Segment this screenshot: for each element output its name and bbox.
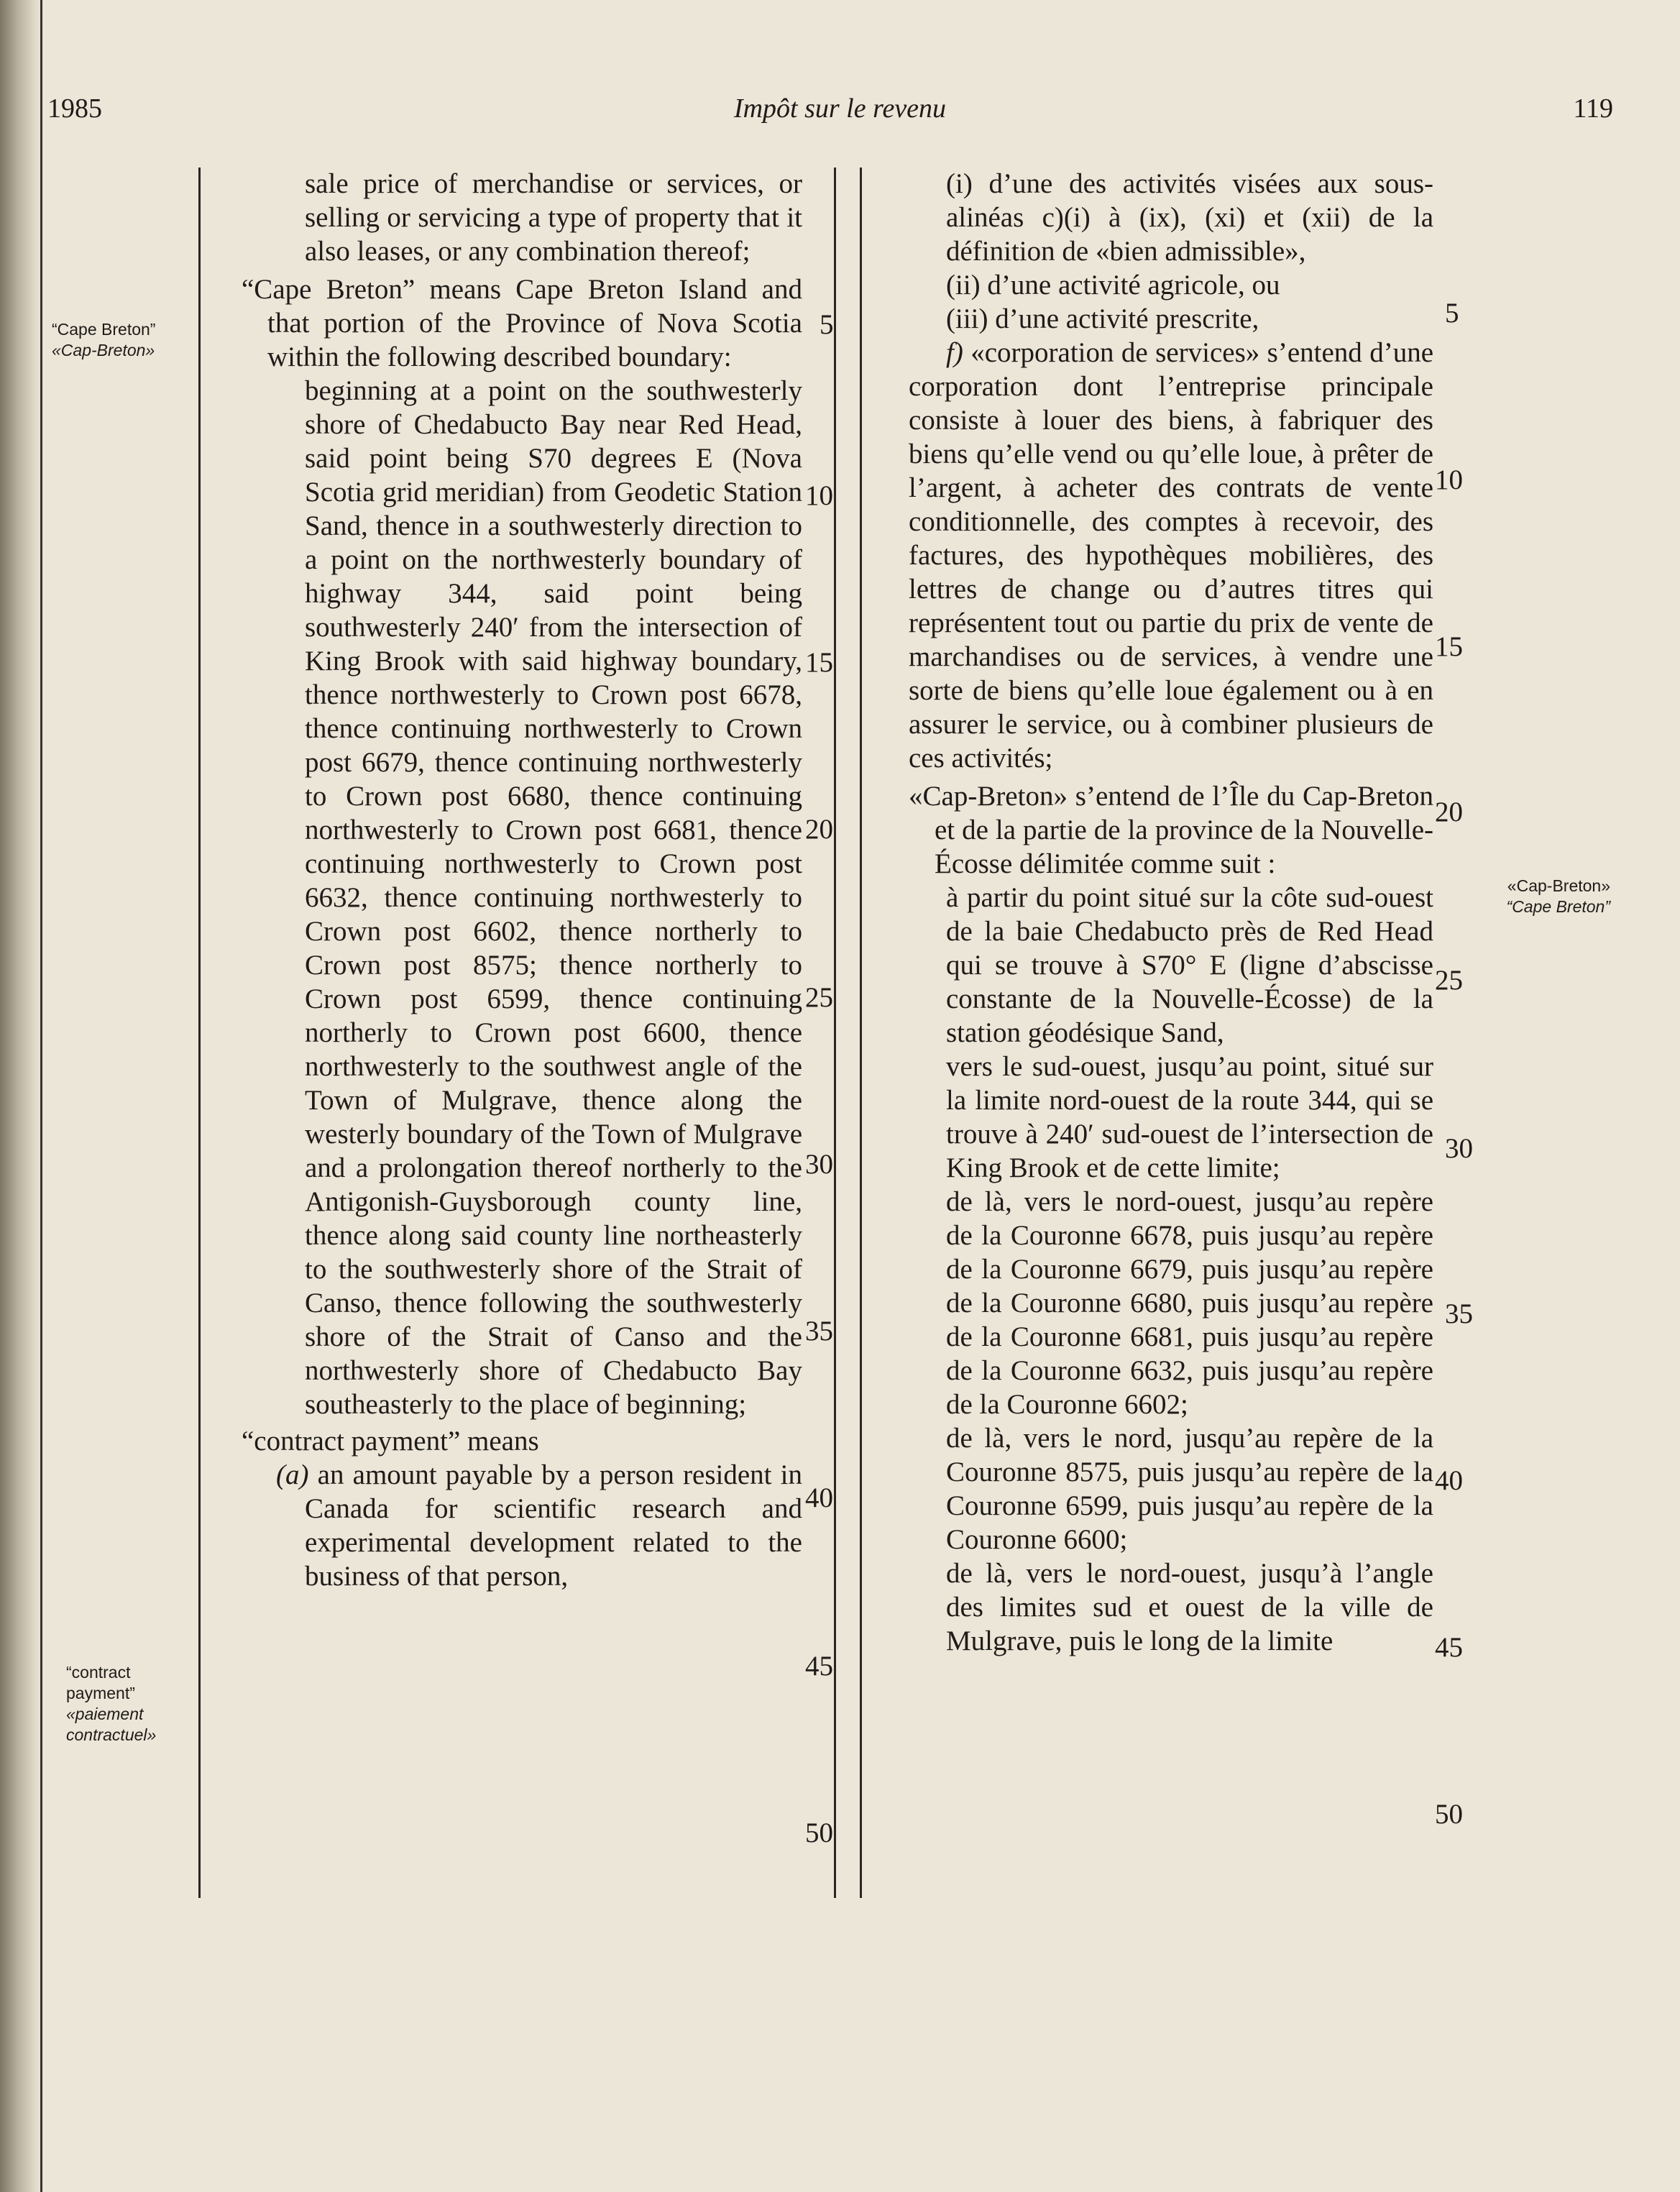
margin-note-line: «Cap-Breton»	[52, 341, 155, 359]
margin-note-line: “contract	[66, 1663, 131, 1682]
item-text: «corporation de services» s’entend d’une corporation dont l’entreprise principale consiste à louer des biens, à fabriquer des biens qu’elle vend ou qu’elle loue, à prêter de l’argent, à acheter des contrats de vente conditionnelle, des comptes à recevoir, des factures, des hypothèques mobilières, des lettres de change ou d’autres titres qui représentent tout ou partie du prix de vente de marchandises ou de services, à vendre une sorte de biens qu’elle loue également ou à en assurer le service, ou à combiner plusieurs de ces activités;	[909, 337, 1434, 774]
line-number: 20	[805, 814, 833, 845]
french-column	[909, 167, 1433, 1658]
margin-note-cape-breton	[52, 319, 155, 361]
margin-note-line: contractuel»	[66, 1725, 157, 1744]
page-number: 119	[1573, 93, 1613, 124]
paragraph-boundary-4: de là, vers le nord, jusqu’au repère de la Couronne 8575, puis jusqu’au repère de la Couronne 6599, puis jusqu’au repère de la Couronne 6600;	[946, 1423, 1433, 1555]
page-title: Impôt sur le revenu	[733, 93, 947, 124]
line-number: 30	[805, 1149, 833, 1180]
margin-note-line: payment”	[66, 1684, 135, 1702]
paragraph-boundary-5: de là, vers le nord-ouest, jusqu’à l’angle des limites sud et ouest de la ville de Mulgrave, puis le long de la limite	[946, 1558, 1433, 1656]
paragraph-boundary-3: de là, vers le nord-ouest, jusqu’au repère de la Couronne 6678, puis jusqu’au repère de la Couronne 6679, puis jusqu’au repère de la Couronne 6680, puis jusqu’au repère de la Couronne 6681, puis jusqu’au repère de la Couronne 6632, puis jusqu’au repère de la Couronne 6602;	[946, 1186, 1433, 1420]
english-column	[242, 167, 802, 1593]
margin-note-cap-breton	[1474, 876, 1610, 917]
margin-note-line: “Cape Breton”	[1506, 897, 1610, 916]
center-left-rule	[834, 168, 836, 1898]
binding-edge	[40, 0, 42, 2192]
book-spine-shadow	[0, 0, 42, 2192]
line-number: 45	[1435, 1632, 1463, 1663]
margin-note-line: «paiement	[66, 1705, 144, 1723]
line-number: 15	[1435, 631, 1463, 662]
margin-note-line: «Cap-Breton»	[1507, 876, 1610, 895]
margin-note-contract-payment	[66, 1662, 156, 1746]
line-number: 20	[1435, 797, 1463, 827]
paragraph-item-f	[909, 336, 1433, 775]
line-number: 10	[1435, 464, 1463, 495]
center-right-rule	[860, 168, 862, 1898]
definition-cap-breton: «Cap-Breton» s’entend de l’Île du Cap-Breton et de la partie de la province de la Nouvelle-Écosse délimitée comme suit :	[909, 781, 1433, 879]
definition-cape-breton: “Cape Breton” means Cape Breton Island and that portion of the Province of Nova Scotia within the following described boundary:	[242, 274, 802, 372]
line-number: 25	[1435, 965, 1463, 996]
line-number: 35	[1445, 1298, 1473, 1329]
item-label: f)	[946, 337, 963, 368]
line-number: 35	[805, 1316, 833, 1347]
line-number: 5	[1445, 298, 1459, 329]
paragraph-boundary-2: vers le sud-ouest, jusqu’au point, situé sur la limite nord-ouest de la route 344, qui se trouve à 240′ sud-ouest de l’intersection de King Brook et de cette limite;	[946, 1051, 1433, 1183]
left-column-rule	[198, 168, 201, 1898]
definition-contract-payment: “contract payment” means	[242, 1426, 539, 1457]
item-label: (a)	[276, 1459, 309, 1490]
paragraph-item-ii: (ii) d’une activité agricole, ou	[946, 270, 1280, 301]
line-number: 50	[805, 1817, 833, 1848]
margin-note-line: “Cape Breton”	[52, 320, 156, 339]
paragraph-item-iii: (iii) d’une activité prescrite,	[946, 303, 1259, 334]
paragraph-boundary: beginning at a point on the southwesterly shore of Chedabucto Bay near Red Head, said point being S70 degrees E (Nova Scotia grid meridian) from Geodetic Station Sand, thence in a southwesterly direction to a point on the northwesterly boundary of highway 344, said point being southwesterly 240′ from the intersection of King Brook with said highway boundary, thence northwesterly to Crown post 6678, thence continuing northwesterly to Crown post 6679, thence continuing northwesterly to Crown post 6680, thence continuing northwesterly to Crown post 6681, thence continuing northwesterly to Crown post 6632, thence continuing northwesterly to Crown post 6602, thence northerly to Crown post 8575; thence northerly to Crown post 6599, thence continuing northerly to Crown post 6600, thence northwesterly to the southwest angle of the Town of Mulgrave, thence along the westerly boundary of the Town of Mulgrave and a prolongation thereof northerly to the Antigonish-Guysborough county line, thence along said county line northeasterly to the southwesterly shore of the Strait of Canso, thence following the southwesterly shore of the Strait of Canso and the northwesterly shore of Chedabucto Bay southeasterly to the place of beginning;	[305, 375, 802, 1420]
paragraph-item-i: (i) d’une des activités visées aux sous-alinéas c)(i) à (ix), (xi) et (xii) de la définition de «bien admissible»,	[946, 168, 1433, 267]
paragraph-boundary-1: à partir du point situé sur la côte sud-ouest de la baie Chedabucto près de Red Head qui se trouve à S70° E (ligne d’abscisse constante de la Nouvelle-Écosse) de la station géodésique Sand,	[946, 882, 1433, 1048]
line-number: 30	[1445, 1133, 1473, 1164]
line-number: 50	[1435, 1799, 1463, 1830]
line-number: 45	[805, 1651, 833, 1682]
line-number: 25	[805, 982, 833, 1013]
page-year: 1985	[47, 93, 102, 124]
line-number: 10	[805, 480, 833, 511]
line-number: 40	[1435, 1465, 1463, 1496]
item-text: an amount payable by a person resident in Canada for scientific research and experimental development related to the business of that person,	[305, 1459, 802, 1592]
line-number: 15	[805, 647, 833, 678]
paragraph-contract-a	[242, 1458, 802, 1593]
paragraph-intro: sale price of merchandise or services, or selling or servicing a type of property that it also leases, or any combination thereof;	[305, 168, 802, 267]
line-number: 5	[820, 309, 834, 340]
line-number: 40	[805, 1482, 833, 1513]
